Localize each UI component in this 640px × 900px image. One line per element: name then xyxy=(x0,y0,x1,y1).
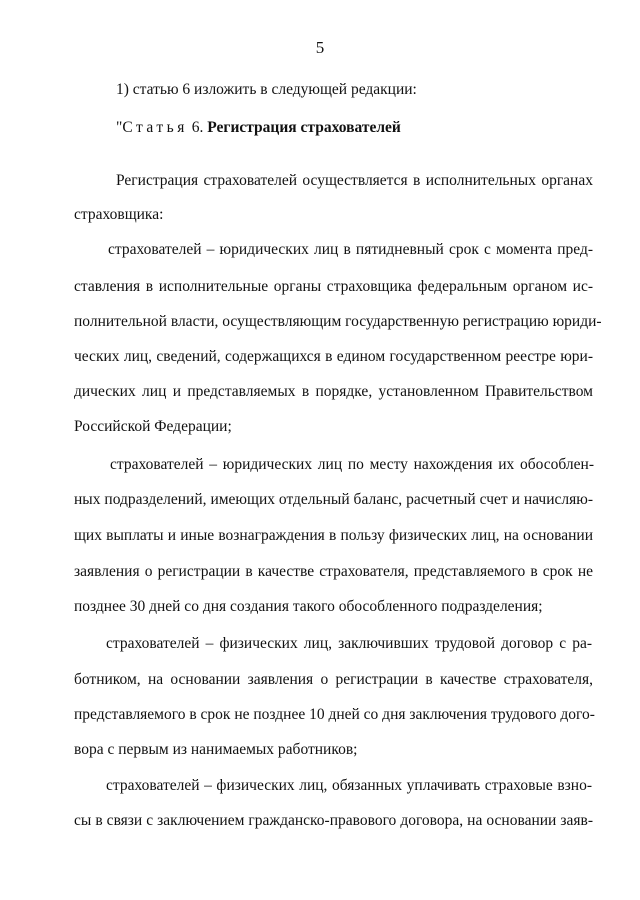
article-number: 6. xyxy=(191,119,204,136)
paragraph-line: ческих лиц, сведений, содержащихся в едином государственном реестре юри- xyxy=(74,348,593,365)
paragraph-line: ботником, на основании заявления о регистрации в качестве страхователя, xyxy=(74,671,593,688)
paragraph-line: заявления о регистрации в качестве страхователя, представляемого в срок не xyxy=(74,563,593,580)
paragraph-line: дических лиц и представляемых в порядке, установленном Правительством xyxy=(74,383,593,400)
paragraph-line: страхователей – юридических лиц по месту нахождения их обособлен- xyxy=(110,456,594,473)
paragraph-line: страхователей – юридических лиц в пятидневный срок с момента пред- xyxy=(108,241,593,258)
paragraph-line: ставления в исполнительные органы страховщика федеральным органом ис- xyxy=(74,278,593,295)
paragraph-line: страхователей – физических лиц, заключивших трудовой договор с ра- xyxy=(106,635,592,652)
intro-line: 1) статью 6 изложить в следующей редакции: xyxy=(116,81,417,98)
paragraph-line: страховщика: xyxy=(74,206,164,223)
paragraph-line: страхователей – физических лиц, обязанных уплачивать страховые взно- xyxy=(106,777,592,794)
paragraph-line: Российской Федерации; xyxy=(74,418,232,435)
paragraph-line: полнительной власти, осуществляющим государственную регистрацию юриди- xyxy=(74,313,602,330)
paragraph-line: сы в связи с заключением гражданско-правового договора, на основании заяв- xyxy=(74,812,593,829)
article-heading xyxy=(116,120,401,136)
paragraph-line: щих выплаты и иные вознаграждения в пользу физических лиц, на основании xyxy=(74,527,593,544)
article-title: Регистрация страхователей xyxy=(207,119,401,136)
quote-mark: " xyxy=(116,119,123,136)
paragraph-line: представляемого в срок не позднее 10 дней со дня заключения трудового дого- xyxy=(74,706,595,723)
paragraph-line: вора с первым из нанимаемых работников; xyxy=(74,741,358,758)
paragraph-line: Регистрация страхователей осуществляется в исполнительных органах xyxy=(116,172,593,189)
paragraph-line: ных подразделений, имеющих отдельный баланс, расчетный счет и начисляю- xyxy=(74,491,593,508)
article-word: Статья xyxy=(122,119,188,136)
page-number: 5 xyxy=(315,38,325,57)
paragraph-line: позднее 30 дней со дня создания такого обособленного подразделения; xyxy=(74,598,543,615)
